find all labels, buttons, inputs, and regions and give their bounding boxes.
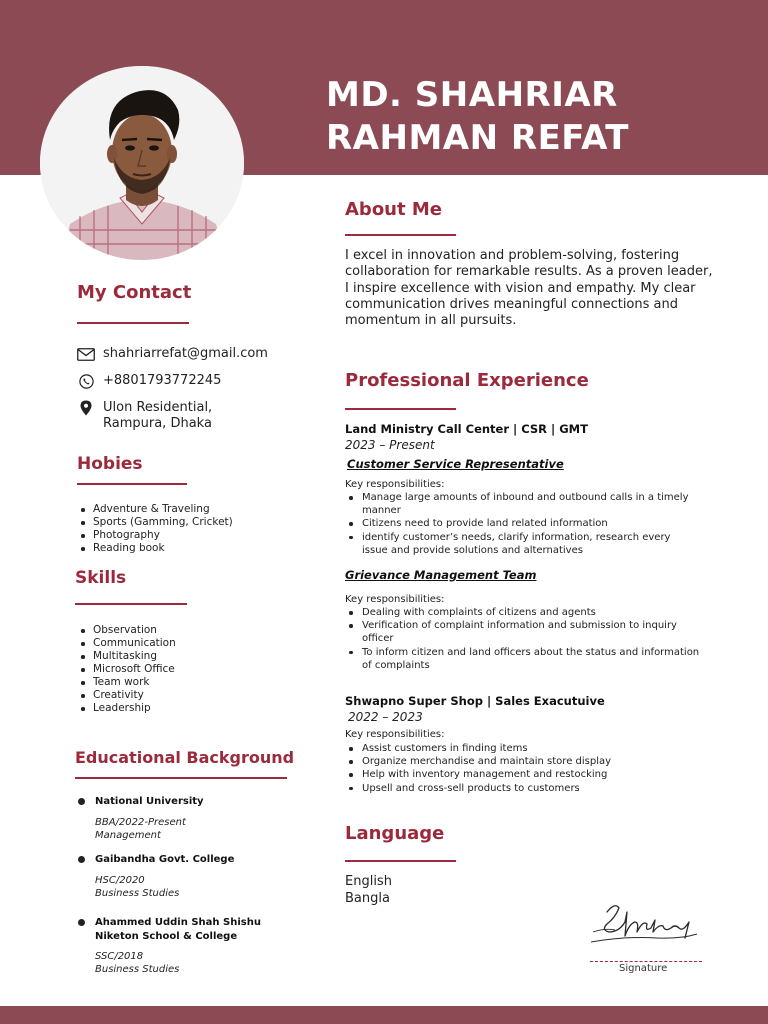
- list-item: Sports (Gamming, Cricket): [77, 516, 233, 529]
- address-line-1: Ulon Residential,: [103, 400, 213, 415]
- language-list: [345, 874, 392, 907]
- education-detail: [95, 950, 308, 976]
- list-item: Citizens need to provide land related information: [345, 517, 690, 530]
- education-divider: [75, 777, 287, 779]
- list-item: Communication: [77, 637, 176, 650]
- list-item: To inform citizen and land officers about the status and information of complaints: [345, 646, 700, 672]
- degree-year: HSC/2020: [95, 875, 145, 886]
- email-text[interactable]: shahriarrefat@gmail.com: [103, 346, 268, 361]
- candidate-name: [326, 74, 629, 160]
- contact-phone: [76, 373, 306, 389]
- education-item: [78, 853, 318, 900]
- job-title: Shwapno Super Shop | Sales Exacutuive: [345, 694, 605, 708]
- bullet-dot: [78, 856, 85, 863]
- responsibilities-list: [345, 606, 700, 672]
- field-of-study: Business Studies: [95, 964, 180, 975]
- hobbies-heading: Hobies: [77, 454, 143, 474]
- address-text: [103, 400, 212, 432]
- field-of-study: Business Studies: [95, 888, 180, 899]
- skills-list: [77, 624, 176, 715]
- list-item: Help with inventory management and restocking: [345, 768, 695, 781]
- institution-name: Ahammed Uddin Shah Shishu Niketon School & College: [95, 917, 261, 942]
- phone-icon: [76, 373, 96, 389]
- list-item: Leadership: [77, 702, 176, 715]
- education-item: [78, 916, 308, 976]
- signature-line: [590, 961, 702, 962]
- list-item: Adventure & Traveling: [77, 503, 233, 516]
- list-item: Dealing with complaints of citizens and agents: [345, 606, 700, 619]
- skills-heading: Skills: [75, 568, 127, 588]
- job-dates: 2022 – 2023: [348, 710, 423, 724]
- hobbies-list: [77, 503, 233, 555]
- hobbies-divider: [77, 483, 187, 485]
- bullet-dot: [78, 919, 85, 926]
- list-item: Team work: [77, 676, 176, 689]
- language-item: English: [345, 874, 392, 889]
- responsibilities-label: Key responsibilities:: [345, 729, 445, 740]
- role-title: Customer Service Representative: [347, 457, 564, 471]
- location-pin-icon: [76, 400, 96, 416]
- list-item: Reading book: [77, 542, 233, 555]
- experience-divider: [345, 408, 456, 410]
- skills-divider: [75, 603, 187, 605]
- list-item: Assist customers in finding items: [345, 742, 695, 755]
- mail-icon: [76, 346, 96, 362]
- signature-image: [585, 898, 705, 950]
- degree-year: SSC/2018: [95, 951, 144, 962]
- language-divider: [345, 860, 456, 862]
- education-item: [78, 795, 318, 842]
- about-divider: [345, 234, 456, 236]
- about-heading: About Me: [345, 199, 442, 220]
- list-item: Organize merchandise and maintain store display: [345, 755, 695, 768]
- address-line-2: Rampura, Dhaka: [103, 416, 212, 431]
- language-heading: Language: [345, 823, 445, 844]
- education-heading: Educational Background: [75, 748, 295, 767]
- about-text: I excel in innovation and problem-solving, fostering collaboration for remarkable results. As a proven leader, I inspire excellence with vision and empathy. My clear communication drives meaningful connections and momentum in all pursuits.: [345, 248, 713, 329]
- contact-address: [76, 400, 306, 432]
- responsibilities-label: Key responsibilities:: [345, 594, 445, 605]
- education-detail: [95, 874, 318, 900]
- degree-year: BBA/2022-Present: [95, 817, 186, 828]
- contact-divider: [77, 322, 189, 324]
- responsibilities-list: [345, 742, 695, 795]
- list-item: Multitasking: [77, 650, 176, 663]
- profile-photo: [40, 66, 244, 260]
- list-item: Photography: [77, 529, 233, 542]
- list-item: identify customer’s needs, clarify information, research every issue and provide solutions and alternatives: [345, 531, 690, 557]
- job-title: Land Ministry Call Center | CSR | GMT: [345, 422, 588, 436]
- responsibilities-label: Key responsibilities:: [345, 479, 445, 490]
- contact-heading: My Contact: [77, 282, 192, 303]
- footer-band: [0, 1006, 768, 1024]
- bullet-dot: [78, 798, 85, 805]
- institution-name: Gaibandha Govt. College: [95, 854, 235, 865]
- phone-text[interactable]: +8801793772245: [103, 373, 222, 388]
- list-item: Upsell and cross-sell products to customers: [345, 782, 695, 795]
- experience-heading: Professional Experience: [345, 370, 589, 391]
- name-line-1: MD. SHAHRIAR: [326, 75, 618, 115]
- list-item: Verification of complaint information and submission to inquiry officer: [345, 619, 700, 645]
- role-title: Grievance Management Team: [345, 568, 537, 582]
- institution-name: National University: [95, 796, 204, 807]
- name-line-2: RAHMAN REFAT: [326, 118, 629, 158]
- list-item: Creativity: [77, 689, 176, 702]
- job-dates: 2023 – Present: [345, 438, 435, 452]
- language-item: Bangla: [345, 890, 390, 906]
- signature-label: Signature: [619, 963, 668, 974]
- list-item: Manage large amounts of inbound and outbound calls in a timely manner: [345, 491, 690, 517]
- list-item: Observation: [77, 624, 176, 637]
- contact-email: [76, 346, 306, 362]
- contact-list: [76, 346, 306, 443]
- education-detail: [95, 816, 318, 842]
- list-item: Microsoft Office: [77, 663, 176, 676]
- field-of-study: Management: [95, 830, 161, 841]
- responsibilities-list: [345, 491, 690, 557]
